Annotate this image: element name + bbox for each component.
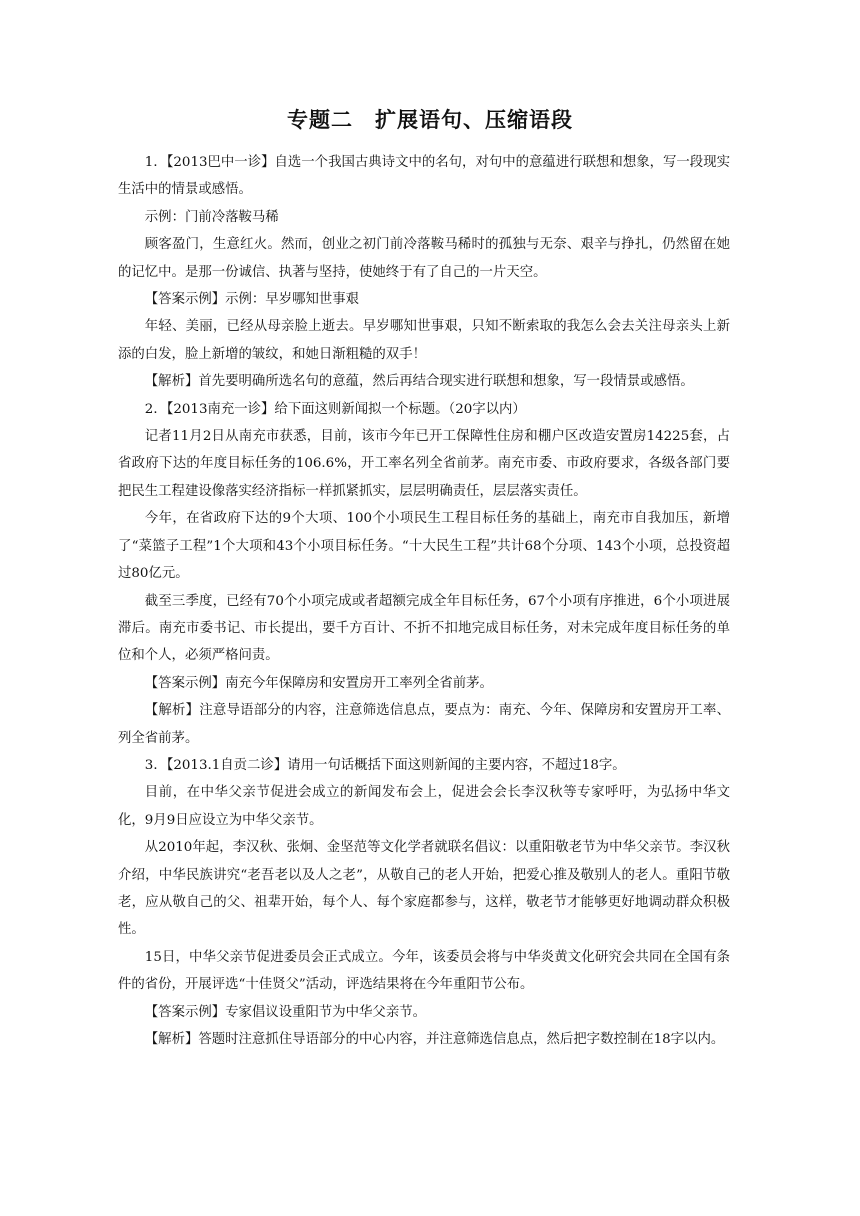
question-3-prompt: 3．【2013.1自贡二诊】请用一句话概括下面这则新闻的主要内容，不超过18字。 [144,757,626,773]
question-2-news-paragraph: 截至三季度，已经有70个小项完成或者超额完成全年目标任务，67个小项有序推进，6个小项进展滞后。南充市委书记、市长提出，要千方百计、不折不扣地完成目标任务，对未完成年度目标任务的单位和个人，必须严格问责。 [118,593,730,664]
question-3-news-paragraph: 15日，中华父亲节促进委员会正式成立。今年，该委员会将与中华炎黄文化研究会共同在全国有条件的省份，开展评选“十佳贤父”活动，评选结果将在今年重阳节公布。 [118,949,730,993]
page-title: 专题二 扩展语句、压缩语段 [287,108,573,132]
question-3-answer: 【答案示例】专家倡议设重阳节为中华父亲节。 [144,1004,426,1020]
question-2-news-paragraph: 今年，在省政府下达的9个大项、100个小项民生工程目标任务的基础上，南充市自我加压，新增了“菜篮子工程”1个大项和43个小项目标任务。“十大民生工程”共计68个分项、143个小项，总投资超过80亿元。 [118,511,730,582]
question-2-news-paragraph: 记者11月2日从南充市获悉，目前，该市今年已开工保障性住房和棚户区改造安置房14225套，占省政府下达的年度目标任务的106.6%，开工率名列全省前茅。南充市委、市政府要求，各级各部门要把民生工程建设像落实经济指标一样抓紧抓实，层层明确责任，层层落实责任。 [118,429,730,499]
question-2-analysis: 【解析】注意导语部分的内容，注意筛选信息点，要点为：南充、今年、保障房和安置房开工率、列全省前茅。 [118,703,730,746]
question-1-example-text: 顾客盈门，生意红火。然而，创业之初门前冷落鞍马稀时的孤独与无奈、艰辛与挣扎，仍然留在她的记忆中。是那一份诚信、执著与坚持，使她终于有了自己的一片天空。 [118,237,730,280]
question-1-example-label: 示例：门前冷落鞍马稀 [144,209,279,225]
question-1-analysis: 【解析】首先要明确所选名句的意蕴，然后再结合现实进行联想和想象，写一段情景或感悟。 [144,374,694,390]
question-1-answer-label: 【答案示例】示例：早岁哪知世事艰 [144,292,360,308]
question-3-news-paragraph: 从2010年起，李汉秋、张炯、金坚范等文化学者就联名倡议：以重阳敬老节为中华父亲节。李汉秋介绍，中华民族讲究“老吾老以及人之老”，从敬自己的老人开始，把爱心推及敬别人的老人。重阳节敬老，应从敬自己的父、祖辈开始，每个人、每个家庭都参与，这样，敬老节才能够更好地调动群众积极性。 [118,840,730,938]
question-1-prompt: 1．【2013巴中一诊】自选一个我国古典诗文中的名句，对句中的意蕴进行联想和想象，写一段现实生活中的情景或感悟。 [118,155,730,198]
question-2-prompt: 2．【2013南充一诊】给下面这则新闻拟一个标题。（20字以内） [144,401,526,417]
document-body [118,149,730,1053]
question-2-answer: 【答案示例】南充今年保障房和安置房开工率列全省前茅。 [144,675,493,691]
question-3-news-paragraph: 目前，在中华父亲节促进会成立的新闻发布会上，促进会会长李汉秋等专家呼吁，为弘扬中华文化，9月9日应设立为中华父亲节。 [118,785,730,828]
question-3-analysis: 【解析】答题时注意抓住导语部分的中心内容，并注意筛选信息点，然后把字数控制在18字以内。 [144,1032,725,1047]
question-1-answer-text: 年轻、美丽，已经从母亲脸上逝去。早岁哪知世事艰，只知不断索取的我怎么会去关注母亲头上新添的白发，脸上新增的皱纹，和她日渐粗糙的双手！ [118,319,730,362]
